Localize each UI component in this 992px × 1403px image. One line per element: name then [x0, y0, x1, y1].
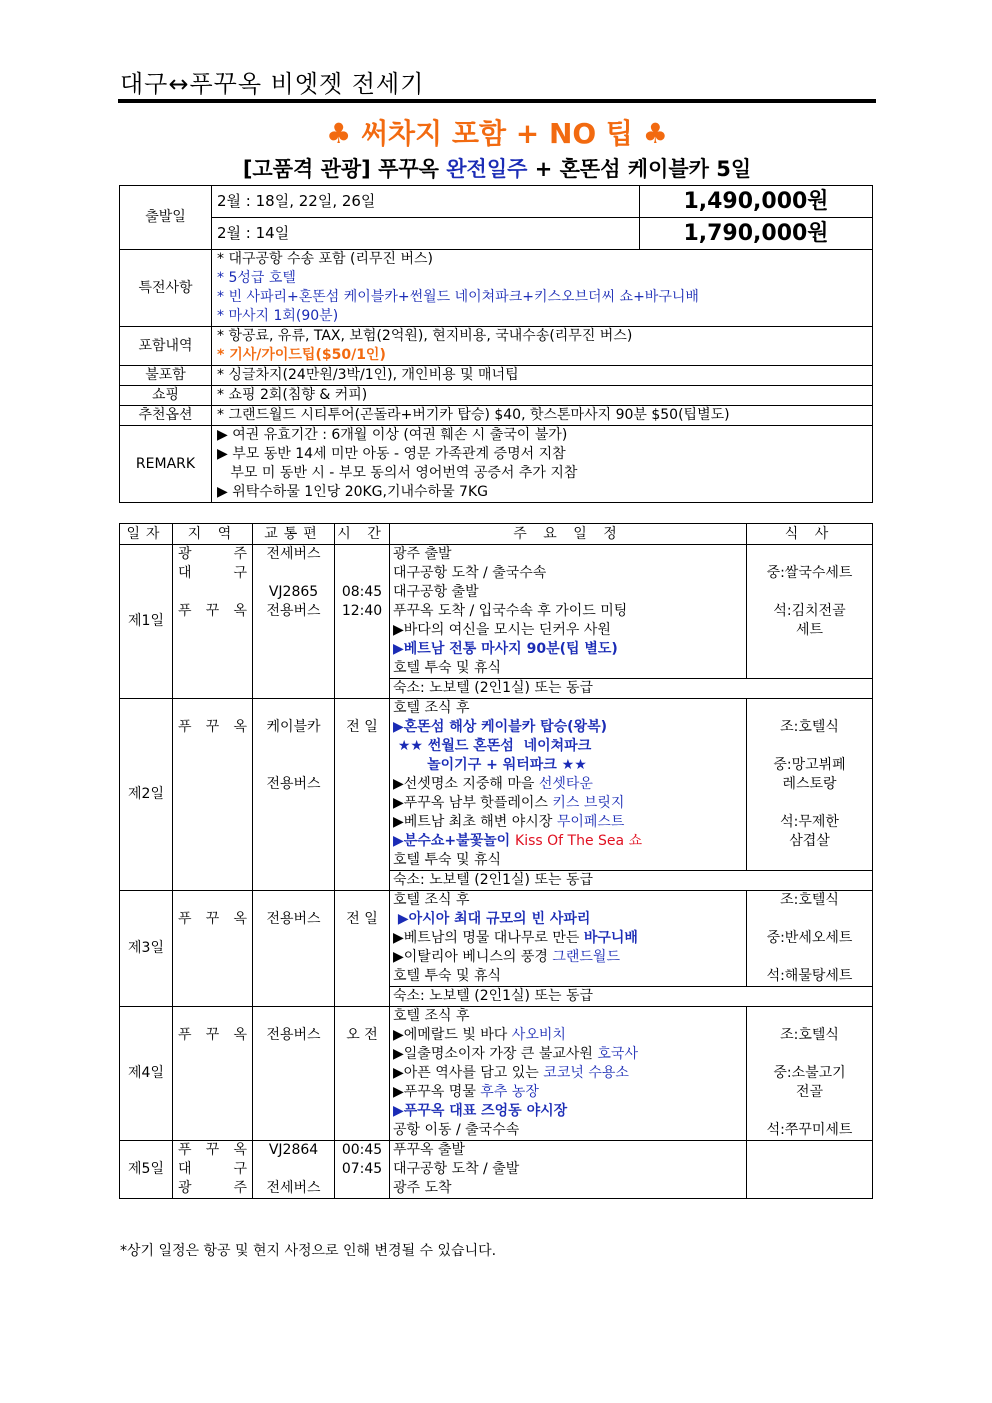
departure-date: 2월 : 14일	[212, 218, 640, 250]
meal-line: 삼겹살	[789, 833, 830, 849]
transport-line: 전세버스	[266, 1180, 321, 1196]
options-label: 추천옵션	[120, 406, 212, 426]
itinerary-item	[393, 910, 743, 929]
meal-line	[750, 545, 869, 564]
schedule-row	[120, 545, 873, 679]
footer-note: *상기 일정은 항공 및 현지 사정으로 인해 변경될 수 있습니다.	[120, 1243, 497, 1259]
transport-line: 케이블카	[266, 719, 321, 735]
remark-item: ▶ 부모 동반 14세 미만 아동 - 영문 가족관계 증명서 지참	[217, 446, 566, 462]
itinerary-text: ▶베트남 최초 해변 야시장	[393, 814, 557, 830]
time-line: 07:45	[341, 1161, 383, 1177]
schedule-row	[120, 699, 873, 871]
departure-price: 1,490,000원	[640, 186, 873, 218]
meal-line: 레스토랑	[782, 776, 837, 792]
schedule-table	[119, 523, 873, 1199]
time-line: 오 전	[346, 1027, 378, 1043]
itinerary-item	[393, 967, 743, 986]
itinerary-text: ▶베트남의 명물 대나무로 만든	[393, 930, 584, 946]
hotel-info: 숙소: 노보텔 (2인1실) 또는 동급	[390, 679, 873, 699]
itinerary-text: 대구공항 출발	[393, 584, 479, 600]
region-line: 푸 꾸 옥	[178, 603, 247, 619]
region-line: 광 주	[178, 1180, 247, 1196]
itinerary-item	[393, 1045, 743, 1064]
region-line: 푸 꾸 옥	[178, 719, 247, 735]
itinerary-text: 광주 도착	[393, 1180, 452, 1196]
itinerary	[390, 891, 747, 987]
time-line: 전 일	[346, 719, 378, 735]
itinerary-item	[393, 775, 743, 794]
itinerary	[390, 1141, 747, 1199]
itinerary-item	[393, 1102, 743, 1121]
meal-line	[750, 1102, 869, 1121]
itinerary-text: 호텔 투숙 및 휴식	[393, 660, 502, 676]
itinerary-text: ▶베트남 전통 마사지 90분(팁 별도)	[393, 641, 618, 657]
region	[173, 1141, 253, 1199]
transport	[253, 891, 335, 1007]
region-line	[176, 1007, 249, 1026]
itinerary-text: 광주 출발	[393, 546, 452, 562]
meal-line	[750, 948, 869, 967]
itinerary-text: ★★ 썬월드 혼똔섬 네이쳐파크	[393, 738, 592, 754]
time-line	[338, 699, 386, 718]
itinerary-item	[393, 1064, 743, 1083]
itinerary-item	[393, 851, 743, 870]
itinerary-text: 푸꾸옥 도착 / 입국수속 후 가이드 미팅	[393, 603, 628, 619]
meal-line: 조:호텔식	[780, 1027, 839, 1043]
meal-line: 세트	[795, 622, 824, 638]
time-line	[338, 891, 386, 910]
itinerary-item	[393, 891, 743, 910]
time	[335, 891, 390, 1007]
benefits-label: 특전사항	[120, 250, 212, 327]
hotel-info: 숙소: 노보텔 (2인1실) 또는 동급	[390, 987, 873, 1007]
meal-line: 석:김치전골	[773, 603, 846, 619]
region	[173, 545, 253, 699]
meal	[747, 1007, 873, 1141]
remark-list	[212, 426, 873, 503]
meal-line: 중:소불고기	[773, 1065, 846, 1081]
transport	[253, 1141, 335, 1199]
itinerary-text: ▶바다의 여신을 모시는 딘커우 사원	[393, 622, 611, 638]
itinerary-text: ▶혼똔섬 해상 케이블카 탑승(왕복)	[393, 719, 607, 735]
document-title: 대구↔푸꾸옥 비엣젯 전세기	[120, 70, 425, 98]
transport-line: VJ2864	[268, 1142, 319, 1158]
itinerary-item	[393, 621, 743, 640]
title-divider	[118, 99, 876, 103]
itinerary-text: 후추 농장	[480, 1084, 539, 1100]
itinerary-text: 푸꾸옥 출발	[393, 1142, 466, 1158]
header-region: 지 역	[173, 524, 253, 545]
itinerary-text: ▶분수쇼+불꽃놀이	[393, 833, 516, 849]
itinerary-item	[393, 832, 743, 851]
transport-line: VJ2865	[268, 584, 319, 600]
itinerary-item	[393, 1160, 743, 1179]
itinerary-text: 호텔 조식 후	[393, 892, 470, 908]
transport-line	[256, 737, 331, 756]
meal-line: 석:무제한	[780, 814, 839, 830]
itinerary-item	[393, 1179, 743, 1198]
itinerary-text: ▶이탈리아 베니스의 풍경	[393, 949, 553, 965]
meal	[747, 891, 873, 987]
meal-line: 중:쌀국수세트	[766, 565, 853, 581]
meal-line	[750, 794, 869, 813]
options-text: * 그랜드월드 시티투어(곤돌라+버기카 탑승) $40, 핫스톤마사지 90분 $50(팁별도)	[212, 406, 873, 426]
region-line	[176, 583, 249, 602]
excluded-label: 불포함	[120, 366, 212, 386]
transport-line	[256, 891, 331, 910]
day-label: 제5일	[120, 1141, 173, 1199]
itinerary-text: 사오비치	[511, 1027, 566, 1043]
itinerary-text: 대구공항 도착 / 출발	[393, 1161, 520, 1177]
itinerary-item	[393, 794, 743, 813]
itinerary-text: 대구공항 도착 / 출국수속	[393, 565, 547, 581]
subtitle-highlight: 완전일주	[446, 157, 528, 181]
time-line	[338, 1179, 386, 1198]
remark-item: ▶ 위탁수하물 1인당 20KG,기내수하물 7KG	[217, 484, 488, 500]
header-meal: 식 사	[747, 524, 873, 545]
transport	[253, 545, 335, 699]
remark-item: 부모 미 동반 시 - 부모 동의서 영어번역 공증서 추가 지참	[217, 465, 578, 481]
transport-line: 전용버스	[266, 911, 321, 927]
transport-line	[256, 564, 331, 583]
included-list	[212, 327, 873, 366]
promo-banner: ♣ 써차지 포함 + NO 팁 ♣	[326, 117, 668, 150]
time	[335, 699, 390, 891]
shopping-text: * 쇼핑 2회(침향 & 커피)	[212, 386, 873, 406]
itinerary-text: 호텔 투숙 및 휴식	[393, 852, 502, 868]
time	[335, 1007, 390, 1141]
transport-line: 전용버스	[266, 1027, 321, 1043]
time-line: 08:45	[341, 584, 383, 600]
itinerary-item	[393, 564, 743, 583]
hotel-info: 숙소: 노보텔 (2인1실) 또는 동급	[390, 871, 873, 891]
meal-line	[750, 737, 869, 756]
region-line: 대 구	[178, 565, 247, 581]
itinerary-item	[393, 813, 743, 832]
itinerary-item	[393, 640, 743, 659]
itinerary-text: 호국사	[597, 1046, 638, 1062]
transport-line	[256, 699, 331, 718]
region	[173, 699, 253, 891]
transport-line: 전용버스	[266, 603, 321, 619]
itinerary-text: 바구니배	[583, 930, 638, 946]
itinerary-text: Kiss Of The Sea 쇼	[515, 833, 643, 849]
tour-subtitle	[118, 153, 876, 183]
region-line: 광 주	[178, 546, 247, 562]
transport-line: 전세버스	[266, 546, 321, 562]
benefit-item: * 마사지 1회(90분)	[217, 308, 339, 324]
day-label: 제3일	[120, 891, 173, 1007]
itinerary-item	[393, 737, 743, 756]
meal-line: 전골	[795, 1084, 824, 1100]
schedule-row	[120, 891, 873, 987]
benefit-item: * 대구공항 수송 포함 (리무진 버스)	[217, 251, 433, 267]
itinerary-item	[393, 602, 743, 621]
itinerary-item	[393, 699, 743, 718]
region-line: 푸 꾸 옥	[178, 1142, 247, 1158]
itinerary-text: ▶아시아 최대 규모의 빈 사파리	[393, 911, 591, 927]
itinerary-item	[393, 659, 743, 678]
region-line	[176, 699, 249, 718]
schedule-row	[120, 1007, 873, 1141]
time	[335, 545, 390, 699]
departure-price: 1,790,000원	[640, 218, 873, 250]
departure-date: 2월 : 18일, 22일, 26일	[212, 186, 640, 218]
time-line: 12:40	[341, 603, 383, 619]
itinerary-text: 호텔 조식 후	[393, 1008, 470, 1024]
meal	[747, 545, 873, 679]
itinerary	[390, 1007, 747, 1141]
region-line: 대 구	[178, 1161, 247, 1177]
included-label: 포함내역	[120, 327, 212, 366]
benefit-item: * 5성급 호텔	[217, 270, 296, 286]
itinerary-item	[393, 1083, 743, 1102]
header-time: 시 간	[335, 524, 390, 545]
itinerary-item	[393, 583, 743, 602]
time-line: 전 일	[346, 911, 378, 927]
itinerary-text: 키스 브릿지	[552, 795, 625, 811]
meal-line: 중:반세오세트	[766, 930, 853, 946]
day-label: 제1일	[120, 545, 173, 699]
remark-label: REMARK	[120, 426, 212, 503]
time-line	[338, 545, 386, 564]
itinerary-text: ▶푸꾸옥 대표 즈엉동 야시장	[393, 1103, 568, 1119]
remark-item: ▶ 여권 유효기간 : 6개월 이상 (여권 훼손 시 출국이 불가)	[217, 427, 568, 443]
meal	[747, 1141, 873, 1199]
region-line: 푸 꾸 옥	[178, 1027, 247, 1043]
meal-line: 조:호텔식	[780, 719, 839, 735]
benefits-list	[212, 250, 873, 327]
transport	[253, 1007, 335, 1141]
region	[173, 1007, 253, 1141]
meal-line	[750, 1045, 869, 1064]
itinerary-item	[393, 1121, 743, 1140]
time-line: 00:45	[341, 1142, 383, 1158]
itinerary-item	[393, 1141, 743, 1160]
region	[173, 891, 253, 1007]
transport-line	[256, 1160, 331, 1179]
schedule-row	[120, 1141, 873, 1199]
region-line: 푸 꾸 옥	[178, 911, 247, 927]
header-transport: 교통편	[253, 524, 335, 545]
itinerary-item	[393, 948, 743, 967]
time	[335, 1141, 390, 1199]
included-item: * 항공료, 유류, TAX, 보험(2억원), 현지비용, 국내수송(리무진 버스)	[217, 328, 633, 344]
meal-line	[750, 699, 869, 718]
itinerary-item	[393, 1007, 743, 1026]
meal	[747, 699, 873, 871]
itinerary-text: ▶푸꾸옥 명물	[393, 1084, 481, 1100]
transport-line: 전용버스	[266, 776, 321, 792]
benefit-item: * 빈 사파리+혼똔섬 케이블카+썬월드 네이쳐파크+키스오브더씨 쇼+바구니배	[217, 289, 699, 305]
meal-line	[750, 910, 869, 929]
itinerary-item	[393, 545, 743, 564]
itinerary-text: 그랜드월드	[552, 949, 620, 965]
meal-line: 석:쭈꾸미세트	[766, 1122, 853, 1138]
itinerary-text: 호텔 조식 후	[393, 700, 470, 716]
itinerary-text: 선셋타운	[538, 776, 593, 792]
time-line	[338, 564, 386, 583]
itinerary-text: ▶푸꾸옥 남부 핫플레이스	[393, 795, 553, 811]
meal-line	[750, 583, 869, 602]
itinerary-text: 공항 이동 / 출국수속	[393, 1122, 520, 1138]
meal-line: 석:해물탕세트	[766, 968, 853, 984]
transport-line	[256, 756, 331, 775]
itinerary-item	[393, 756, 743, 775]
subtitle-suffix: + 혼똔섬 케이블카 5일	[527, 157, 752, 181]
itinerary-item	[393, 718, 743, 737]
itinerary-text: ▶일출명소이자 가장 큰 불교사원	[393, 1046, 598, 1062]
transport	[253, 699, 335, 891]
itinerary-text: 코코넛 수용소	[543, 1065, 629, 1081]
itinerary	[390, 545, 747, 679]
meal-line: 조:호텔식	[780, 892, 839, 908]
region-line	[176, 891, 249, 910]
day-label: 제4일	[120, 1007, 173, 1141]
departure-label: 출발일	[120, 186, 212, 250]
itinerary	[390, 699, 747, 871]
meal-line	[750, 1007, 869, 1026]
excluded-text: * 싱글차지(24만원/3박/1인), 개인비용 및 매너팁	[212, 366, 873, 386]
header-itinerary: 주 요 일 정	[390, 524, 747, 545]
itinerary-item	[393, 1026, 743, 1045]
itinerary-item	[393, 929, 743, 948]
header-date: 일자	[120, 524, 173, 545]
meal-line: 중:망고뷔페	[773, 757, 846, 773]
info-table	[119, 185, 873, 503]
itinerary-text: 무이페스트	[556, 814, 625, 830]
itinerary-text: ▶아픈 역사를 담고 있는	[393, 1065, 544, 1081]
itinerary-text: 놀이기구 + 워터파크 ★★	[393, 757, 587, 773]
itinerary-text: ▶에메랄드 빛 바다	[393, 1027, 512, 1043]
transport-line	[256, 1007, 331, 1026]
itinerary-text: 호텔 투숙 및 휴식	[393, 968, 502, 984]
shopping-label: 쇼핑	[120, 386, 212, 406]
included-item: * 기사/가이드팁($50/1인)	[217, 347, 386, 363]
subtitle-prefix: [고품격 관광] 푸꾸옥	[242, 157, 447, 181]
time-line	[338, 1007, 386, 1026]
day-label: 제2일	[120, 699, 173, 891]
itinerary-text: ▶선셋명소 지중해 마을	[393, 776, 539, 792]
